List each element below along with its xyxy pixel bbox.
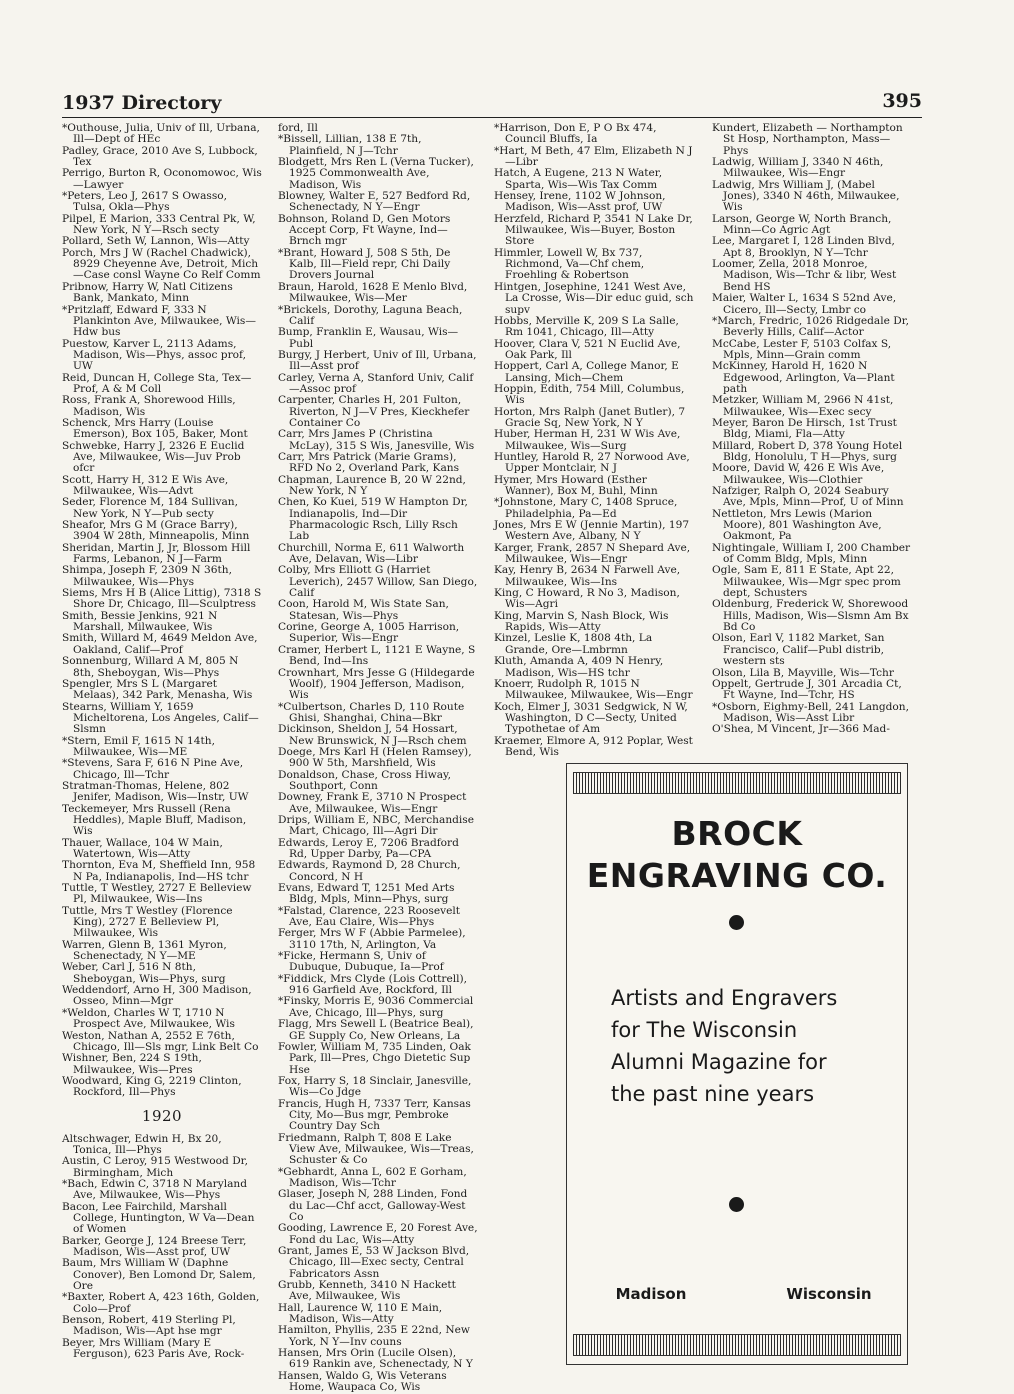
directory-entry: *Weldon, Charles W T, 1710 N Prospect Ave, Milwaukee, Wis bbox=[62, 1006, 235, 1031]
ad-title-line1: BROCK bbox=[671, 814, 803, 853]
directory-entry: Smith, Willard M, 4649 Meldon Ave, Oakland, Calif—Prof bbox=[62, 632, 258, 656]
directory-entry: Flagg, Mrs Sewell L (Beatrice Beal), GE Supply Co, New Orleans, La bbox=[278, 1018, 474, 1042]
directory-entry: Hansen, Waldo G, Wis Veterans Home, Waupaca Co, Wis bbox=[278, 1369, 447, 1394]
directory-entry: Huber, Herman H, 231 W Wis Ave, Milwaukee, Wis—Surg bbox=[494, 428, 681, 452]
entries-list bbox=[712, 123, 912, 736]
directory-entry: Churchill, Norma E, 611 Walworth Ave, Delavan, Wis—Libr bbox=[278, 541, 465, 566]
directory-entry: Oldenburg, Frederick W, Shorewood Hills, Madison, Wis—Slsmn Am Bx Bd Co bbox=[712, 598, 909, 634]
directory-entry: Ross, Frank A, Shorewood Hills, Madison, Wis bbox=[62, 394, 236, 418]
directory-entry: Hoppert, Carl A, College Manor, E Lansing, Mich—Chem bbox=[494, 360, 679, 384]
directory-entry: Puestow, Karver L, 2113 Adams, Madison, Wis—Phys, assoc prof, UW bbox=[62, 337, 246, 373]
directory-entry: Austin, C Leroy, 915 Westwood Dr, Birmingham, Mich bbox=[62, 1155, 248, 1179]
directory-entry: *Falstad, Clarence, 223 Roosevelt Ave, Eau Claire, Wis—Phys bbox=[278, 904, 460, 929]
directory-entry: Colby, Mrs Elliott G (Harriet Leverich), 2457 Willow, San Diego, Calif bbox=[278, 564, 478, 600]
directory-entry: Padley, Grace, 2010 Ave S, Lubbock, Tex bbox=[62, 144, 258, 169]
directory-entry: Karger, Frank, 2857 N Shepard Ave, Milwaukee, Wis—Engr bbox=[494, 541, 691, 566]
directory-entry: King, Marvin S, Nash Block, Wis Rapids, Wis—Atty bbox=[494, 609, 669, 634]
directory-entry: Corine, George A, 1005 Harrison, Superior, Wis—Engr bbox=[278, 621, 460, 645]
directory-entry: Pilpel, E Marion, 333 Central Pk, W, New York, N Y—Rsch secty bbox=[62, 212, 256, 237]
directory-entry: *Hart, M Beth, 47 Elm, Elizabeth N J—Libr bbox=[494, 144, 693, 169]
directory-entry: Shimpa, Joseph F, 2309 N 36th, Milwaukee, Wis—Phys bbox=[62, 564, 232, 588]
directory-entry: Blowney, Walter E, 527 Bedford Rd, Schenectady, N Y—Engr bbox=[278, 190, 471, 214]
directory-column-4 bbox=[712, 123, 912, 823]
entries-list-after-heading bbox=[62, 1134, 262, 1361]
directory-entry: Weber, Carl J, 516 N 8th, Sheboygan, Wis—Phys, surg bbox=[62, 961, 226, 985]
directory-entry: *Pritzlaff, Edward F, 333 N Plankinton Ave, Milwaukee, Wis—Hdw bus bbox=[62, 303, 256, 339]
directory-entry: Chapman, Laurence B, 20 W 22nd, New York, N Y bbox=[278, 473, 466, 497]
directory-entry: Pribnow, Harry W, Natl Citizens Bank, Mankato, Minn bbox=[62, 280, 233, 305]
directory-entry: Benson, Robert, 419 Sterling Pl, Madison, Wis—Apt hse mgr bbox=[62, 1314, 236, 1338]
directory-entry: Blodgett, Mrs Ren L (Verna Tucker), 1925 Commonwealth Ave, Madison, Wis bbox=[278, 156, 474, 191]
directory-entry: Tuttle, T Westley, 2727 E Belleview Pl, Milwaukee, Wis—Ins bbox=[62, 882, 252, 906]
directory-entry: Schwebke, Harry J, 2326 E Euclid Ave, Milwaukee, Wis—Juv Prob ofcr bbox=[62, 439, 245, 475]
directory-entry: Sheafor, Mrs G M (Grace Barry), 3904 W 28th, Minneapolis, Minn bbox=[62, 519, 250, 543]
directory-entry: Knoerr, Rudolph R, 1015 N Milwaukee, Milwaukee, Wis—Engr bbox=[494, 677, 693, 702]
directory-entry: McCabe, Lester F, 5103 Colfax S, Mpls, Minn—Grain comm bbox=[712, 337, 892, 361]
directory-entry: *Bach, Edwin C, 3718 N Maryland Ave, Milwaukee, Wis—Phys bbox=[62, 1177, 247, 1202]
directory-entry: Ferger, Mrs W F (Abbie Parmelee), 3110 17th, N, Arlington, Va bbox=[278, 927, 466, 951]
directory-entry: *Johnstone, Mary C, 1408 Spruce, Philadelphia, Pa—Ed bbox=[494, 496, 678, 520]
directory-entry: Hoover, Clara V, 521 N Euclid Ave, Oak Park, Ill bbox=[494, 337, 681, 361]
entries-list bbox=[278, 123, 478, 1394]
ad-city-right: Wisconsin bbox=[786, 1285, 872, 1303]
directory-entry: Millard, Robert D, 378 Young Hotel Bldg, Honolulu, T H—Phys, surg bbox=[712, 439, 903, 463]
directory-entry: Ogle, Sam E, 811 E State, Apt 22, Milwaukee, Wis—Mgr spec prom dept, Schusters bbox=[712, 564, 901, 600]
directory-entry: Maier, Walter L, 1634 S 52nd Ave, Cicero, Ill—Secty, Lmbr co bbox=[712, 292, 897, 316]
directory-entry: Hall, Laurence W, 110 E Main, Madison, Wis—Atty bbox=[278, 1301, 443, 1326]
directory-entry: Larson, George W, North Branch, Minn—Co Agric Agt bbox=[712, 212, 892, 237]
directory-entry: *Culbertson, Charles D, 110 Route Ghisi, Shanghai, China—Bkr bbox=[278, 700, 465, 724]
directory-entry: Teckemeyer, Mrs Russell (Rena Heddles), Maple Bluff, Madison, Wis bbox=[62, 802, 247, 838]
directory-entry: Reid, Duncan H, College Sta, Tex—Prof, A & M Coll bbox=[62, 371, 252, 395]
directory-entry: Olson, Earl V, 1182 Market, San Francisco, Calif—Publ distrib, western sts bbox=[712, 632, 885, 668]
directory-entry: Gooding, Lawrence E, 20 Forest Ave, Fond du Lac, Wis—Atty bbox=[278, 1222, 478, 1246]
directory-entry: Kraemer, Elmore A, 912 Poplar, West Bend, Wis bbox=[494, 734, 693, 758]
bullet-dot-icon bbox=[729, 1197, 744, 1212]
directory-entry: Schenck, Mrs Harry (Louise Emerson), Box 105, Baker, Mont bbox=[62, 416, 248, 441]
directory-entry: Moore, David W, 426 E Wis Ave, Milwaukee, Wis—Clothier bbox=[712, 462, 885, 486]
directory-entry: Downey, Frank E, 3710 N Prospect Ave, Milwaukee, Wis—Engr bbox=[278, 791, 467, 815]
directory-entry: Hamilton, Phyllis, 235 E 22nd, New York, N Y—Inv couns bbox=[278, 1324, 470, 1348]
directory-entry: *Fiddick, Mrs Clyde (Lois Cottrell), 916 Garfield Ave, Rockford, Ill bbox=[278, 972, 468, 997]
page-header bbox=[62, 90, 922, 116]
directory-entry: Grant, James E, 53 W Jackson Blvd, Chicago, Ill—Exec secty, Central Fabricators Assn bbox=[278, 1245, 470, 1280]
directory-entry: Himmler, Lowell W, Bx 737, Richmond, Va—Chf chem, Froehling & Robertson bbox=[494, 246, 645, 282]
ad-tagline-2: for The Wisconsin bbox=[611, 1018, 798, 1042]
directory-entry: Koch, Elmer J, 3031 Sedgwick, N W, Washington, D C—Secty, United Typothetae of Am bbox=[494, 700, 688, 736]
directory-entry: Huntley, Harold R, 27 Norwood Ave, Upper Montclair, N J bbox=[494, 450, 690, 475]
directory-entry: ford, Ill bbox=[278, 122, 318, 134]
directory-entry: Herzfeld, Richard P, 3541 N Lake Dr, Milwaukee, Wis—Buyer, Boston Store bbox=[494, 212, 693, 248]
directory-entry: Coon, Harold M, Wis State San, Statesan, Wis—Phys bbox=[278, 598, 449, 622]
entries-list bbox=[494, 123, 694, 758]
directory-entry: *Peters, Leo J, 2617 S Owasso, Tulsa, Okla—Phys bbox=[62, 190, 228, 214]
directory-entry: Altschwager, Edwin H, Bx 20, Tonica, Ill—Phys bbox=[62, 1132, 222, 1156]
directory-entry: Wishner, Ben, 224 S 19th, Milwaukee, Wis—Pres bbox=[62, 1052, 202, 1076]
directory-entry: Metzker, William M, 2966 N 41st, Milwaukee, Wis—Exec secy bbox=[712, 394, 894, 418]
directory-entry: Ladwig, Mrs William J, (Mabel Jones), 3340 N 46th, Milwaukee, Wis bbox=[712, 178, 900, 214]
directory-entry: Bump, Franklin E, Wausau, Wis—Publ bbox=[278, 326, 459, 350]
directory-entry: Crownhart, Mrs Jesse G (Hildegarde Woolf), 1904 Jefferson, Madison, Wis bbox=[278, 666, 475, 702]
directory-entry: Burgy, J Herbert, Univ of Ill, Urbana, Ill—Asst prof bbox=[278, 348, 477, 373]
directory-entry: Porch, Mrs J W (Rachel Chadwick), 8929 Cheyenne Ave, Detroit, Mich—Case consl Wayne Co Relf Comm bbox=[62, 246, 261, 282]
directory-entry: Edwards, Raymond D, 28 Church, Concord, N H bbox=[278, 859, 461, 883]
directory-entry: Francis, Hugh H, 7337 Terr, Kansas City, Mo—Bus mgr, Pembroke Country Day Sch bbox=[278, 1097, 471, 1133]
directory-entry: Kundert, Elizabeth — Northampton St Hosp, Northampton, Mass—Phys bbox=[712, 122, 903, 157]
directory-entry: Kay, Henry B, 2634 N Farwell Ave, Milwaukee, Wis—Ins bbox=[494, 564, 681, 588]
directory-entry: Nafziger, Ralph O, 2024 Seabury Ave, Mpls, Minn—Prof, U of Minn bbox=[712, 485, 904, 509]
directory-entry: Lee, Margaret I, 128 Linden Blvd, Apt 8, Brooklyn, N Y—Tchr bbox=[712, 235, 895, 259]
entries-list bbox=[62, 123, 262, 1099]
directory-entry: Carr, Mrs James P (Christina McLay), 315 S Wis, Janesville, Wis bbox=[278, 428, 475, 452]
directory-entry: Weddendorf, Arno H, 300 Madison, Osseo, Minn—Mgr bbox=[62, 984, 252, 1008]
bullet-dot-icon bbox=[729, 915, 744, 930]
directory-column-2 bbox=[278, 122, 478, 1394]
directory-column-3 bbox=[494, 123, 694, 823]
directory-entry: *Ficke, Hermann S, Univ of Dubuque, Dubuque, Ia—Prof bbox=[278, 950, 444, 974]
directory-entry: *Stevens, Sara F, 616 N Pine Ave, Chicago, Ill—Tchr bbox=[62, 757, 244, 781]
directory-entry: Donaldson, Chase, Cross Hiway, Southport, Conn bbox=[278, 768, 451, 792]
directory-entry: Woodward, King G, 2219 Clinton, Rockford, Ill—Phys bbox=[62, 1074, 242, 1099]
directory-entry: Loomer, Zella, 2018 Monroe, Madison, Wis—Tchr & libr, West Bend HS bbox=[712, 258, 897, 293]
directory-entry: Dickinson, Sheldon J, 54 Hossart, New Brunswick, N J—Rsch chem bbox=[278, 723, 467, 747]
directory-entry: Hansen, Mrs Orin (Lucile Olsen), 619 Rankin ave, Schenectady, N Y bbox=[278, 1347, 473, 1371]
directory-entry: McKinney, Harold H, 1620 N Edgewood, Arlington, Va—Plant path bbox=[712, 360, 895, 395]
directory-entry: Fox, Harry S, 18 Sinclair, Janesville, Wis—Co Jdge bbox=[278, 1074, 472, 1099]
class-year-heading: 1920 bbox=[141, 1106, 183, 1125]
directory-entry: Stratman-Thomas, Helene, 802 Jenifer, Madison, Wis—Instr, UW bbox=[62, 779, 249, 804]
directory-entry: Stearns, William Y, 1659 Micheltorena, Los Angeles, Calif—Slsmn bbox=[62, 700, 259, 736]
directory-entry: *March, Fredric, 1026 Ridgedale Dr, Beverly Hills, Calif—Actor bbox=[712, 314, 910, 339]
directory-entry: Baum, Mrs William W (Daphne Conover), Ben Lomond Dr, Salem, Ore bbox=[62, 1257, 256, 1293]
page-number: 395 bbox=[882, 90, 922, 112]
directory-entry: Hobbs, Merville K, 209 S La Salle, Rm 1041, Chicago, Ill—Atty bbox=[494, 314, 679, 339]
directory-entry: Glaser, Joseph N, 288 Linden, Fond du Lac—Chf acct, Galloway-West Co bbox=[278, 1188, 468, 1223]
directory-entry: Hensey, Irene, 1102 W Johnson, Madison, Wis—Asst prof, UW bbox=[494, 190, 666, 214]
ad-tagline-3: Alumni Magazine for bbox=[611, 1050, 827, 1074]
directory-entry: Edwards, Leroy E, 7206 Bradford Rd, Upper Darby, Pa—CPA bbox=[278, 836, 459, 860]
directory-entry: Bacon, Lee Fairchild, Marshall College, Huntington, W Va—Dean of Women bbox=[62, 1200, 255, 1236]
directory-entry: Fowler, William M, 735 Linden, Oak Park, Ill—Pres, Chgo Dietetic Sup Hse bbox=[278, 1040, 471, 1076]
directory-entry: *Stern, Emil F, 1615 N 14th, Milwaukee, Wis—ME bbox=[62, 734, 215, 758]
ad-city-left: Madison bbox=[615, 1285, 687, 1303]
ad-tagline-1: Artists and Engravers bbox=[611, 986, 838, 1010]
decorative-bar-top bbox=[573, 772, 901, 794]
directory-entry: Nightingale, William I, 200 Chamber of Comm Bldg, Mpls, Minn bbox=[712, 541, 911, 566]
directory-entry: Warren, Glenn B, 1361 Myron, Schenectady, N Y—ME bbox=[62, 938, 227, 963]
directory-entry: Carr, Mrs Patrick (Marie Grams), RFD No 2, Overland Park, Kans bbox=[278, 450, 460, 475]
directory-entry: Sonnenburg, Willard A M, 805 N 8th, Sheboygan, Wis—Phys bbox=[62, 655, 239, 679]
directory-entry: Chen, Ko Kuei, 519 W Hampton Dr, Indianapolis, Ind—Dir Pharmacologic Rsch, Lilly Rsch Lab bbox=[278, 496, 468, 543]
directory-entry: Scott, Harry H, 312 E Wis Ave, Milwaukee, Wis—Advt bbox=[62, 473, 229, 497]
directory-entry: Cramer, Herbert L, 1121 E Wayne, S Bend, Ind—Ins bbox=[278, 643, 476, 668]
directory-entry: Friedmann, Ralph T, 808 E Lake View Ave, Milwaukee, Wis—Treas, Schuster & Co bbox=[278, 1131, 474, 1167]
directory-entry: Sheridan, Martin J, Jr, Blossom Hill Farms, Lebanon, N J—Farm bbox=[62, 541, 251, 566]
directory-entry: Hatch, A Eugene, 213 N Water, Sparta, Wis—Wis Tax Comm bbox=[494, 167, 663, 191]
directory-entry: Hintgen, Josephine, 1241 West Ave, La Crosse, Wis—Dir educ guid, sch supv bbox=[494, 280, 694, 316]
directory-column-1 bbox=[62, 123, 262, 1373]
directory-entry: Horton, Mrs Ralph (Janet Butler), 7 Gracie Sq, New York, N Y bbox=[494, 405, 686, 429]
directory-entry: Evans, Edward T, 1251 Med Arts Bldg, Mpls, Minn—Phys, surg bbox=[278, 882, 455, 906]
ad-tagline-4: the past nine years bbox=[611, 1082, 815, 1106]
directory-title: 1937 Directory bbox=[62, 92, 222, 114]
directory-entry: *Osborn, Eighmy-Bell, 241 Langdon, Madison, Wis—Asst Libr bbox=[712, 700, 909, 724]
directory-entry: Beyer, Mrs William (Mary E Ferguson), 623 Paris Ave, Rock- bbox=[62, 1336, 245, 1361]
directory-entry: Nettleton, Mrs Lewis (Marion Moore), 801 Washington Ave, Oakmont, Pa bbox=[712, 507, 882, 543]
directory-entry: Hoppin, Edith, 754 Mill, Columbus, Wis bbox=[494, 382, 685, 407]
directory-entry: Braun, Harold, 1628 E Menlo Blvd, Milwaukee, Wis—Mer bbox=[278, 280, 468, 305]
directory-entry: Drips, William E, NBC, Merchandise Mart, Chicago, Ill—Agri Dir bbox=[278, 813, 475, 838]
directory-entry: Tuttle, Mrs T Westley (Florence King), 2727 E Belleview Pl, Milwaukee, Wis bbox=[62, 904, 233, 940]
directory-entry: *Brant, Howard J, 508 S 5th, De Kalb, Ill—Field repr, Chi Daily Drovers Journal bbox=[278, 246, 451, 282]
directory-entry: Weston, Nathan A, 2552 E 76th, Chicago, Ill—Sls mgr, Link Belt Co bbox=[62, 1029, 259, 1053]
directory-entry: Smith, Bessie Jenkins, 921 N Marshall, Milwaukee, Wis bbox=[62, 609, 218, 634]
directory-entry: O'Shea, M Vincent, Jr—366 Mad- bbox=[712, 723, 890, 736]
directory-entry: *Finsky, Morris E, 9036 Commercial Ave, Chicago, Ill—Phys, surg bbox=[278, 995, 474, 1019]
directory-entry: *Bissell, Lillian, 138 E 7th, Plainfield, N J—Tchr bbox=[278, 133, 422, 157]
directory-entry: Doege, Mrs Karl H (Helen Ramsey), 900 W 5th, Marshfield, Wis bbox=[278, 745, 472, 770]
directory-entry: *Gebhardt, Anna L, 602 E Gorham, Madison, Wis—Tchr bbox=[278, 1165, 467, 1189]
directory-entry: Olson, Lila B, Mayville, Wis—Tchr bbox=[712, 666, 894, 679]
directory-entry: Perrigo, Burton R, Oconomowoc, Wis—Lawyer bbox=[62, 167, 262, 191]
ad-title-line2: ENGRAVING CO. bbox=[586, 856, 888, 895]
directory-entry: *Outhouse, Julia, Univ of Ill, Urbana, Ill—Dept of HEc bbox=[62, 122, 260, 146]
directory-entry: Barker, George J, 124 Breese Terr, Madison, Wis—Asst prof, UW bbox=[62, 1234, 247, 1258]
directory-entry: Seder, Florence M, 184 Sullivan, New York, N Y—Pub secty bbox=[62, 496, 238, 520]
directory-entry: *Harrison, Don E, P O Bx 474, Council Bluffs, Ia bbox=[494, 122, 657, 146]
directory-entry: Grubb, Kenneth, 3410 N Hackett Ave, Milwaukee, Wis bbox=[278, 1279, 456, 1303]
directory-entry: Ladwig, William J, 3340 N 46th, Milwaukee, Wis—Engr bbox=[712, 156, 884, 180]
directory-entry: Thauer, Wallace, 104 W Main, Watertown, Wis—Atty bbox=[62, 836, 223, 860]
directory-entry: Thornton, Eva M, Sheffield Inn, 958 N Pa, Indianapolis, Ind—HS tchr bbox=[62, 859, 256, 883]
directory-entry: Siems, Mrs H B (Alice Littig), 7318 S Shore Dr, Chicago, Ill—Sculptress bbox=[62, 587, 262, 611]
decorative-bar-bottom bbox=[573, 1334, 901, 1356]
directory-entry: Bohnson, Roland D, Gen Motors Accept Corp, Ft Wayne, Ind—Brnch mgr bbox=[278, 212, 451, 248]
directory-entry: Jones, Mrs E W (Jennie Martin), 197 Western Ave, Albany, N Y bbox=[494, 519, 690, 543]
directory-entry: Kinzel, Leslie K, 1808 4th, La Grande, Ore—Lmbrmn bbox=[494, 632, 653, 656]
directory-entry: Meyer, Baron De Hirsch, 1st Trust Bldg, Miami, Fla—Atty bbox=[712, 416, 897, 441]
directory-entry: Kluth, Amanda A, 409 N Henry, Madison, Wis—HS tchr bbox=[494, 655, 664, 679]
directory-entry: Carley, Verna A, Stanford Univ, Calif—Assoc prof bbox=[278, 371, 474, 395]
directory-entry: Carpenter, Charles H, 201 Fulton, Riverton, N J—V Pres, Kieckhefer Container Co bbox=[278, 394, 470, 429]
directory-entry: Hymer, Mrs Howard (Esther Wanner), Box M, Buhl, Minn bbox=[494, 473, 658, 497]
directory-entry: King, C Howard, R No 3, Madison, Wis—Agri bbox=[494, 587, 680, 611]
brock-engraving-advertisement bbox=[566, 763, 908, 1365]
directory-entry: Spengler, Mrs S L (Margaret Melaas), 342 Park, Menasha, Wis bbox=[62, 677, 253, 702]
header-rule bbox=[62, 117, 922, 118]
directory-entry: Pollard, Seth W, Lannon, Wis—Atty bbox=[62, 235, 250, 248]
directory-entry: Oppelt, Gertrude J, 301 Arcadia Ct, Ft Wayne, Ind—Tchr, HS bbox=[712, 677, 902, 702]
directory-entry: *Baxter, Robert A, 423 16th, Golden, Colo—Prof bbox=[62, 1291, 260, 1315]
directory-entry: *Brickels, Dorothy, Laguna Beach, Calif bbox=[278, 303, 463, 327]
